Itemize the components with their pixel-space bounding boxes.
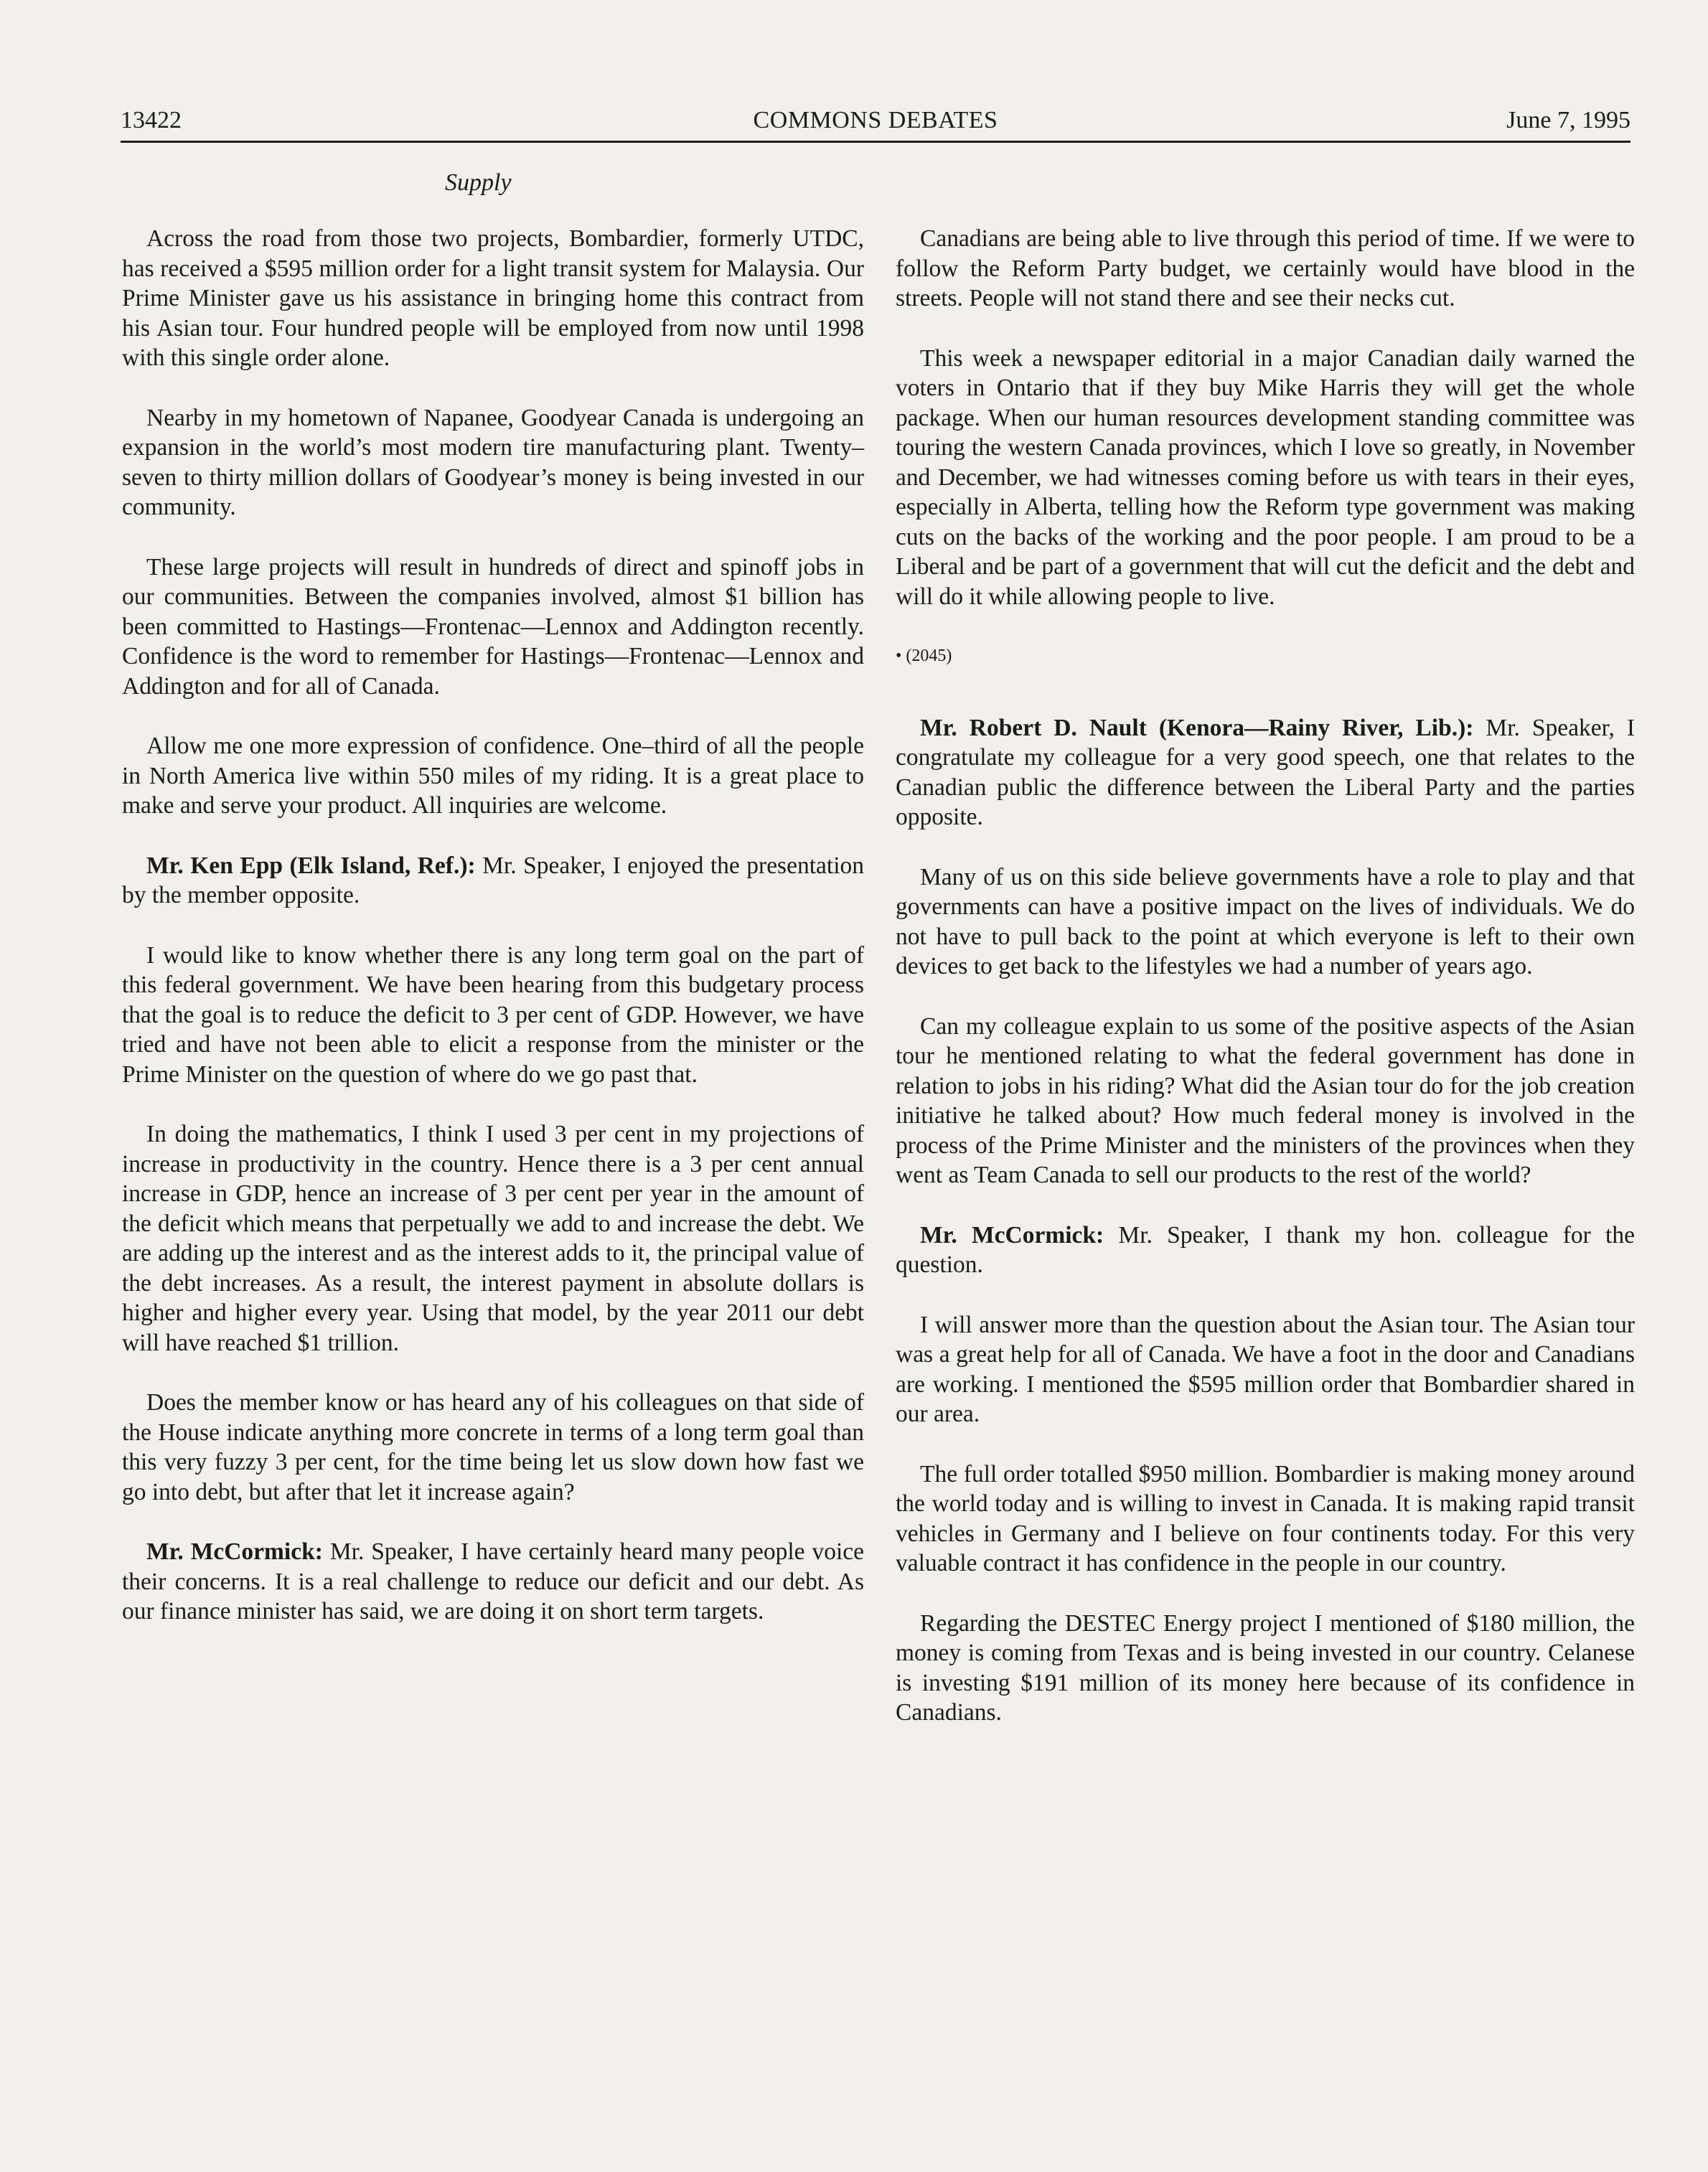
paragraph (122, 1388, 864, 1507)
publication-title: COMMONS DEBATES (753, 107, 998, 133)
paragraph (122, 1537, 864, 1627)
paragraph (896, 1459, 1635, 1579)
right-column (896, 224, 1635, 1758)
paragraph-text: Mr. Speaker, I enjoyed the presentation by the member opposite. (122, 852, 865, 908)
paragraph (896, 344, 1635, 612)
paragraph-text: I will answer more than the question about the Asian tour. The Asian tour was a great help for all of Canada. We have a foot in the door and Canadians are working. I mentioned the $595 million order that Bombardier shared in our area. (896, 1311, 1635, 1427)
speaker-name: Mr. McCormick: (146, 1538, 323, 1565)
paragraph-text: Mr. Speaker, I have certainly heard many people voice their concerns. It is a real challenge to reduce our deficit and our debt. As our finance minister has said, we are doing it on short term targets. (122, 1538, 864, 1625)
speaker-name: Mr. Robert D. Nault (Kenora—Rainy River, Lib.): (920, 714, 1474, 741)
paragraph-text: In doing the mathematics, I think I used 3 per cent in my projections of increase in productivity in the country. Hence there is a 3 per cent annual increase in GDP, hence an increase of 3 per cent per year in the amount of the deficit which means that perpetually we add to and increase the debt. We are adding up the interest and as the interest adds to it, the principal value of the debt increases. As a result, the interest payment in absolute dollars is higher and higher every year. Using that model, by the year 2011 our debt will have reached $1 trillion. (122, 1121, 864, 1356)
paragraph (896, 1221, 1635, 1280)
paragraph (122, 224, 864, 373)
right-column-top (896, 224, 1635, 611)
paragraph-text: This week a newspaper editorial in a major Canadian daily warned the voters in Ontario that if they buy Mike Harris they will get the whole package. When our human resources development standing committee was touring the western Canada provinces, which I love so greatly, in November and December, we had witnesses coming before us with tears in their eyes, especially in Alberta, telling how the Reform type government was making cuts on the backs of the working and the poor people. I am proud to be a Liberal and be part of a government that will cut the deficit and the debt and will do it while allowing people to live. (896, 344, 1635, 610)
paragraph-text: Mr. Speaker, I thank my hon. colleague for the question. (896, 1221, 1635, 1278)
paragraph-text: Many of us on this side believe governments have a role to play and that governments can have a positive impact on the lives of individuals. We do not have to pull back to the point at which everyone is left to their own devices to get back to the lifestyles we had a number of years ago. (896, 863, 1635, 979)
paragraph (896, 862, 1635, 982)
paragraph-text: The full order totalled $950 million. Bombardier is making money around the world today and is willing to invest in Canada. It is making rapid transit vehicles in Germany and I believe on four continents today. For this very valuable contract it has confidence in the people in our country. (896, 1460, 1635, 1576)
publication-date: June 7, 1995 (1506, 107, 1630, 133)
paragraph (122, 553, 864, 702)
speaker-name: Mr. McCormick: (920, 1221, 1104, 1249)
paragraph (896, 1310, 1635, 1429)
paragraph-text: I would like to know whether there is any long term goal on the part of this federal government. We have been hearing from this budgetary process that the goal is to reduce the deficit to 3 per cent of GDP. However, we have tried and have not been able to elicit a response from the minister or the Prime Minister on the question of where do we go past that. (122, 941, 864, 1088)
paragraph (122, 941, 864, 1090)
page-number: 13422 (121, 107, 182, 133)
time-marker: • (2045) (896, 647, 952, 665)
page-header (121, 100, 1630, 141)
paragraph (122, 403, 864, 522)
paragraph (896, 224, 1635, 314)
paragraph-text: Allow me one more expression of confidence. One–third of all the people in North America live within 550 miles of my riding. It is a great place to make and serve your product. All inquiries are welcome. (122, 733, 864, 819)
speaker-name: Mr. Ken Epp (Elk Island, Ref.): (146, 852, 476, 879)
paragraph (896, 713, 1635, 832)
paragraph-text: Mr. Speaker, I congratulate my colleague for a very good speech, one that relates to the Canadian public the difference between the Liberal Party and the parties opposite. (896, 714, 1635, 830)
paragraph-text: Nearby in my hometown of Napanee, Goodyear Canada is undergoing an expansion in the world’s most modern tire manufacturing plant. Twenty–seven to thirty million dollars of Goodyear’s money is being invested in our community. (122, 404, 864, 520)
paragraph (896, 1012, 1635, 1190)
paragraph-text: Canadians are being able to live through this period of time. If we were to follow the Reform Party budget, we certainly would have blood in the streets. People will not stand there and see their necks cut. (896, 225, 1635, 311)
paragraph-text: Regarding the DESTEC Energy project I mentioned of $180 million, the money is coming from Texas and is being invested in our country. Celanese is investing $191 million of its money here because of its confidence in Canadians. (896, 1609, 1635, 1726)
paragraph-text: Does the member know or has heard any of his colleagues on that side of the House indicate anything more concrete in terms of a long term goal than this very fuzzy 3 per cent, for the time being let us slow down how fast we go into debt, but after that let it increase again? (122, 1389, 864, 1505)
paragraph (896, 1609, 1635, 1728)
right-column-bottom (896, 713, 1635, 1728)
left-column (122, 224, 864, 1657)
paragraph-text: Across the road from those two projects, Bombardier, formerly UTDC, has received a $595 million order for a light transit system for Malaysia. Our Prime Minister gave us his assistance in bringing home this contract from his Asian tour. Four hundred people will be employed from now until 1998 with this single order alone. (122, 225, 864, 371)
paragraph (122, 731, 864, 821)
section-title: Supply (445, 169, 512, 196)
paragraph (122, 1119, 864, 1358)
paragraph-text: Can my colleague explain to us some of the positive aspects of the Asian tour he mentioned relating to what the federal government has done in relation to jobs in his riding? What did the Asian tour do for the job creation initiative he talked about? How much federal money is involved in the process of the Prime Minister and the ministers of the provinces when they went as Team Canada to sell our products to the rest of the world? (896, 1012, 1635, 1188)
paragraph-text: These large projects will result in hundreds of direct and spinoff jobs in our communities. Between the companies involved, almost $1 billion has been committed to Hastings—Frontenac—Lennox and Addington recently. Confidence is the word to remember for Hastings—Frontenac—Lennox and Addington and for all of Canada. (122, 553, 864, 700)
paragraph (122, 851, 864, 911)
header-rule (121, 141, 1630, 143)
